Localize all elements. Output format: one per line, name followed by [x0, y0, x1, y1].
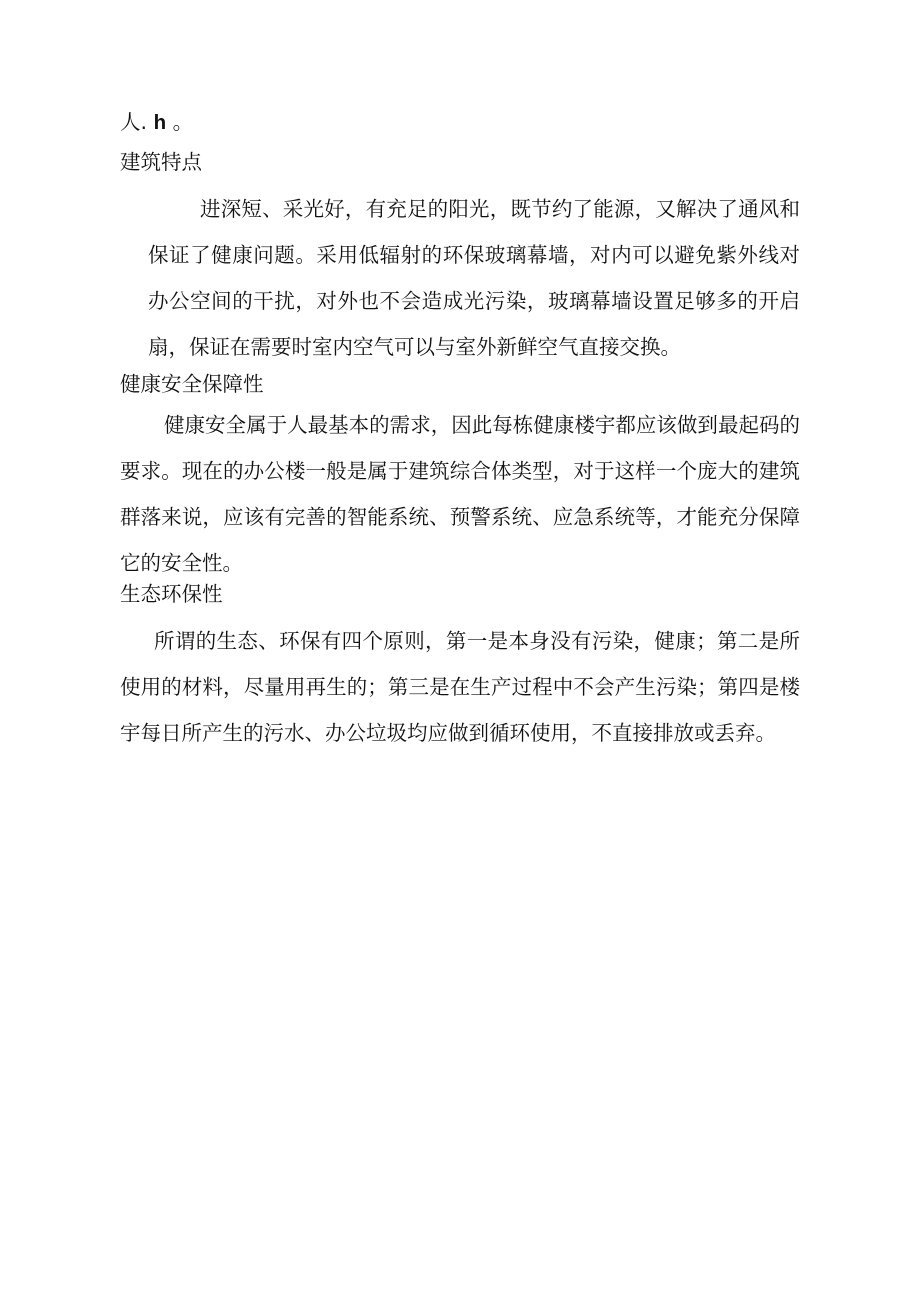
section-body-architecture: 进深短、采光好，有充足的阳光，既节约了能源，又解决了通风和保证了健康问题。采用低辐射的环保玻璃幕墙，对内可以避免紫外线对办公空间的干扰，对外也不会造成光污染，玻璃幕墙设置足够多的开启扇，保证在需要时室内空气可以与室外新鲜空气直接交换。: [148, 197, 800, 359]
lead-latin: h: [153, 111, 167, 134]
section-heading-architecture: 建筑特点: [120, 150, 202, 174]
lead-end: 。: [172, 110, 194, 134]
section-heading-ecology: 生态环保性: [120, 582, 223, 606]
section-heading-safety: 健康安全保障性: [120, 372, 264, 396]
section-body-safety: 健康安全属于人最基本的需求，因此每栋健康楼宇都应该做到最起码的要求。现在的办公楼一般是属于建筑综合体类型，对于这样一个庞大的建筑群落来说，应该有完善的智能系统、预警系统、应急系统等，才能充分保障它的安全性。: [120, 413, 800, 575]
section-body-ecology: 所谓的生态、环保有四个原则，第一是本身没有污染，健康；第二是所使用的材料，尽量用再生的；第三是在生产过程中不会产生污染；第四是楼宇每日所产生的污水、办公垃圾均应做到循环使用，不直接排放或丢弃。: [120, 629, 800, 745]
lead-text: 人.: [120, 110, 148, 134]
lead-line: [120, 110, 193, 135]
